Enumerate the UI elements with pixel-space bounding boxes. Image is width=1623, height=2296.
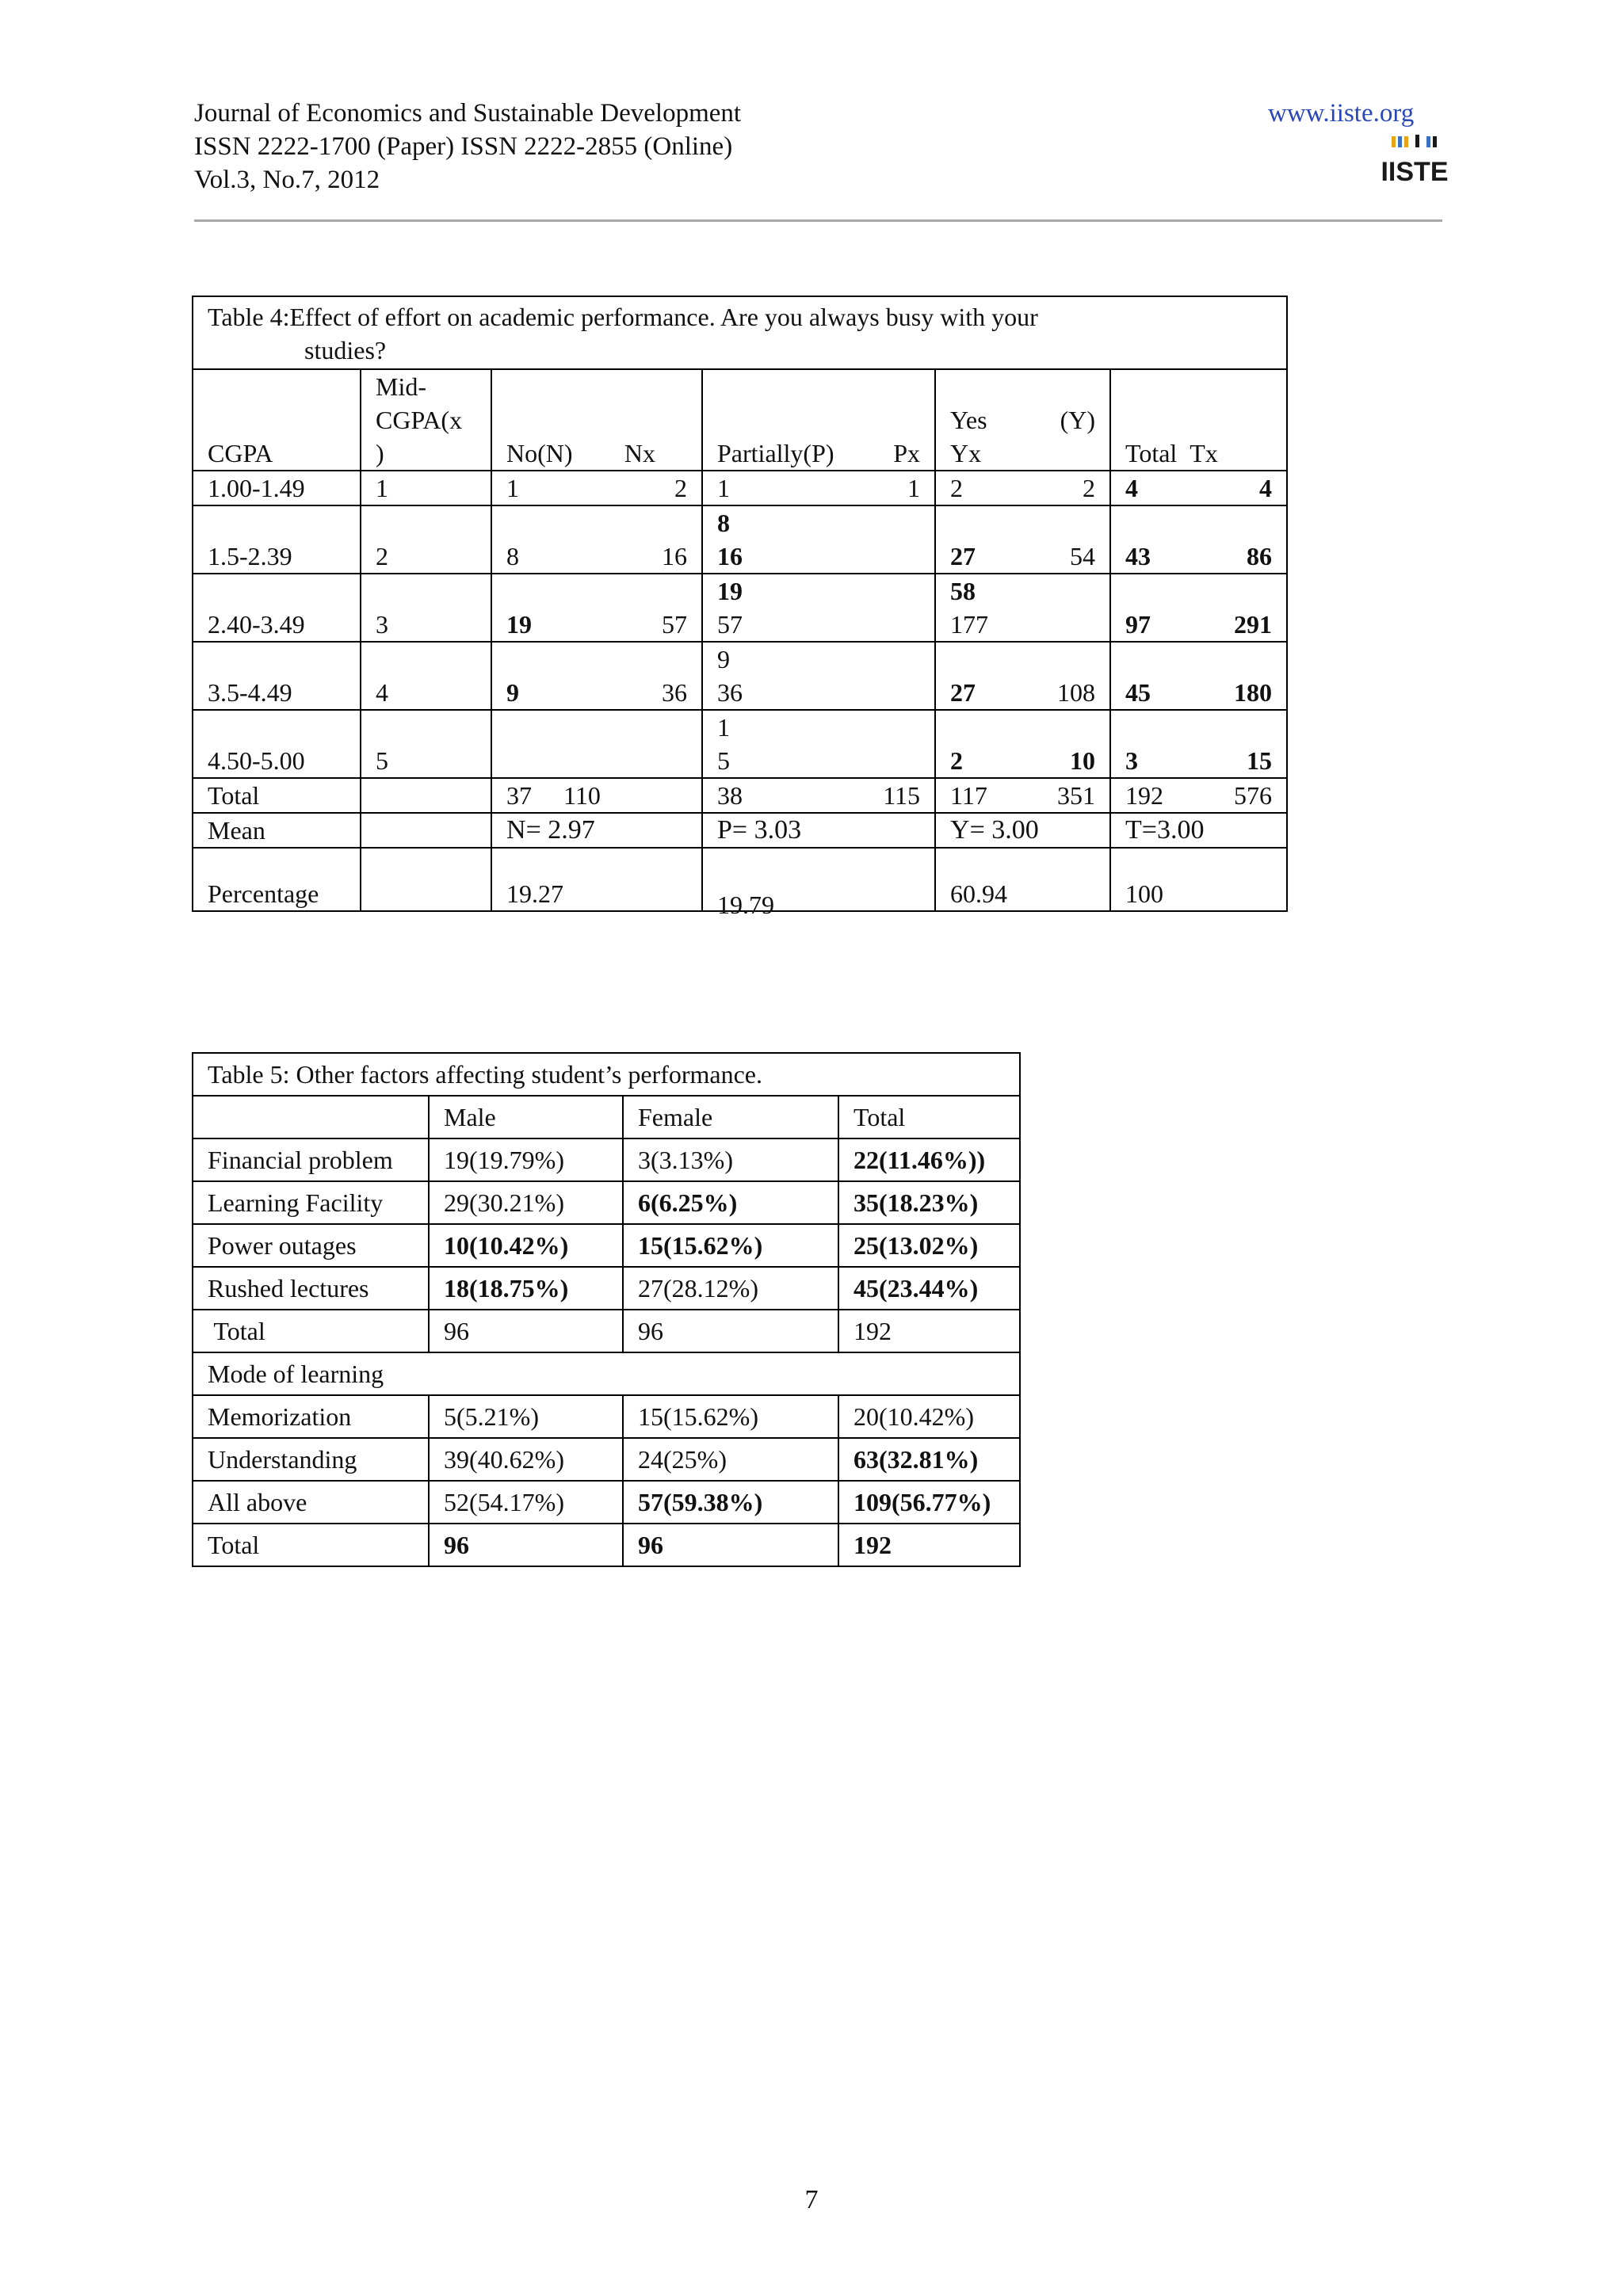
- table-row: Power outages 10(10.42%) 15(15.62%) 25(13.02%): [193, 1224, 1020, 1267]
- table-4-header-row: [193, 369, 1287, 471]
- iiste-logo-icon: [1381, 133, 1449, 187]
- header-divider: [194, 219, 1442, 222]
- table-4-mean-row: Mean N= 2.97 P= 3.03 Y= 3.00 T=3.00: [193, 813, 1287, 848]
- table-row: Total 96 96 192: [193, 1310, 1020, 1352]
- table-row: 2.40-3.49 3 19 57 19 57 58 177 97 291: [193, 574, 1287, 642]
- journal-title: Journal of Economics and Sustainable Development: [194, 99, 742, 128]
- page-number: 7: [804, 2185, 819, 2214]
- table-row: Memorization 5(5.21%) 15(15.62%) 20(10.42%): [193, 1395, 1020, 1438]
- header-yes: Yes (Y) Yx: [935, 369, 1110, 471]
- header-mid-cgpa: Mid- CGPA(x ): [361, 369, 491, 471]
- table-4-percentage-row: Percentage 19.27 19.79 60.94 100: [193, 848, 1287, 911]
- table-row: Understanding 39(40.62%) 24(25%) 63(32.81%): [193, 1438, 1020, 1481]
- website-link[interactable]: www.iiste.org: [1268, 99, 1415, 128]
- journal-issn: ISSN 2222-1700 (Paper) ISSN 2222-2855 (Online): [194, 132, 733, 161]
- table-row: Learning Facility 29(30.21%) 6(6.25%) 35(18.23%): [193, 1181, 1020, 1224]
- table-5-caption: Table 5: Other factors affecting student’s performance.: [193, 1053, 1020, 1096]
- journal-header: [194, 97, 741, 196]
- table-4: [192, 296, 1288, 919]
- table-row: 3.5-4.49 4 9 36 9 36 27 108 45 180: [193, 642, 1287, 710]
- table-row: Financial problem 19(19.79%) 3(3.13%) 22(11.46%)): [193, 1138, 1020, 1181]
- header-partially: Partially(P) Px: [702, 369, 935, 471]
- table-row: 4.50-5.00 5 1 5 2 10 3 15: [193, 710, 1287, 778]
- table-4-caption: Table 4:Effect of effort on academic performance. Are you always busy with your studies?: [193, 296, 1287, 369]
- table-row: All above 52(54.17%) 57(59.38%) 109(56.77%): [193, 1481, 1020, 1524]
- table-row: 1.00-1.49 1 1 2 1 1 2 2 4 4: [193, 471, 1287, 505]
- table-row: Rushed lectures 18(18.75%) 27(28.12%) 45(23.44%): [193, 1267, 1020, 1310]
- table-5: [192, 1052, 1021, 1567]
- logo-text: IISTE: [1381, 157, 1449, 187]
- journal-volume: Vol.3, No.7, 2012: [194, 166, 380, 194]
- table-5-header-row: Male Female Total: [193, 1096, 1020, 1138]
- header-cgpa: CGPA: [193, 369, 361, 471]
- header-no: No(N) Nx: [491, 369, 702, 471]
- header-total: Total Tx: [1110, 369, 1287, 471]
- table-row: Total 96 96 192: [193, 1524, 1020, 1566]
- table-row: 1.5-2.39 2 8 16 8 16 27 54 43 86: [193, 505, 1287, 574]
- table-4-total-row: Total 37 110 38 115 117 351 192 576: [193, 778, 1287, 813]
- table-5-section-row: Mode of learning: [193, 1352, 1020, 1395]
